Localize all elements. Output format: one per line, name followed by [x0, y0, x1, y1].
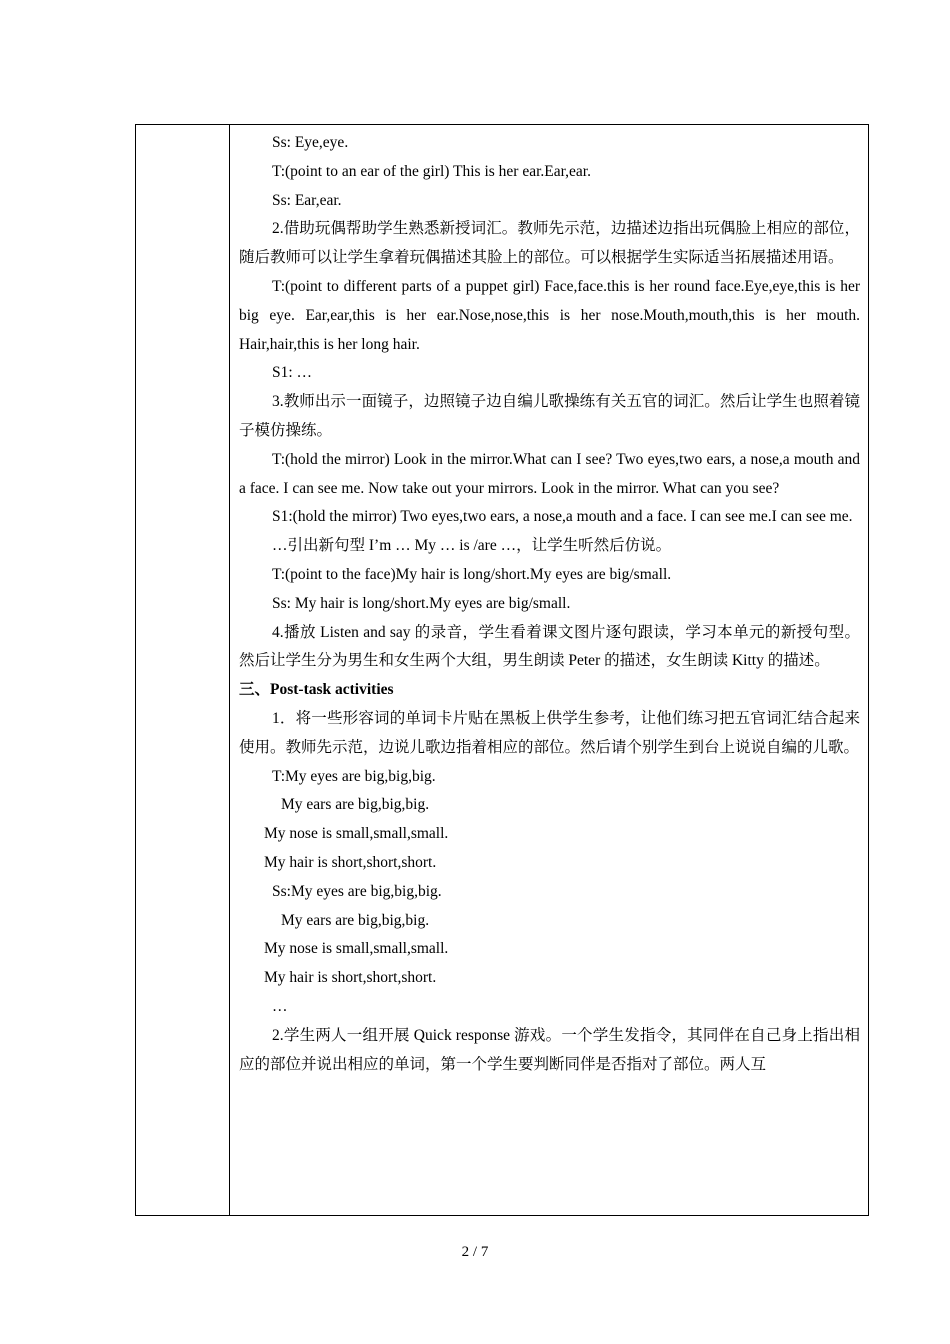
section-heading: 三、Post-task activities: [239, 681, 394, 699]
content-cell: [230, 125, 868, 1215]
dialogue-line: S1:(hold the mirror) Two eyes,two ears, a nose,a mouth and a face. I can see me.I can see me.: [272, 508, 853, 526]
instruction-paragraph: 2.借助玩偶帮助学生熟悉新授词汇。教师先示范，边描述边指出玩偶脸上相应的部位，随后教师可以让学生拿着玩偶描述其脸上的部位。可以根据学生实际适当拓展描述用语。: [239, 220, 860, 267]
dialogue-line: Ss: My hair is long/short.My eyes are big/small.: [272, 594, 571, 612]
chant-line: My ears are big,big,big.: [281, 911, 430, 929]
dialogue-line: Ss: Eye,eye.: [272, 134, 349, 151]
instruction-paragraph: …引出新句型 I’m … My … is /are …，让学生听然后仿说。: [272, 537, 672, 555]
left-column-cell: [136, 125, 230, 1215]
chant-line: My hair is short,short,short.: [264, 853, 437, 871]
instruction-paragraph: 2.学生两人一组开展 Quick response 游戏。一个学生发指令，其同伴在自己身上指出相应的部位并说出相应的单词，第一个学生要判断同伴是否指对了部位。两人互: [239, 1026, 860, 1073]
dialogue-line: T:(point to different parts of a puppet girl) Face,face.this is her round face.Eye,eye,this is her big eye. Ear,ear,this is her ear.Nose,nose,this is her nose.Mouth,mouth,this is her mouth. Hair,hair,this is her long hair.: [239, 277, 860, 353]
ellipsis-line: …: [272, 997, 288, 1015]
instruction-paragraph: 1．将一些形容词的单词卡片贴在黑板上供学生参考，让他们练习把五官词汇结合起来使用。教师先示范，边说儿歌边指着相应的部位。然后请个别学生到台上说说自编的儿歌。: [239, 709, 860, 756]
dialogue-line: T:(point to an ear of the girl) This is her ear.Ear,ear.: [272, 162, 591, 180]
dialogue-line: T:(point to the face)My hair is long/short.My eyes are big/small.: [272, 565, 672, 583]
dialogue-line: T:(hold the mirror) Look in the mirror.What can I see? Two eyes,two ears, a nose,a mouth and a face. I can see me. Now take out your mirrors. Look in the mirror. What can you see?: [239, 450, 860, 497]
instruction-paragraph: 3.教师出示一面镜子，边照镜子边自编儿歌操练有关五官的词汇。然后让学生也照着镜子模仿操练。: [239, 393, 860, 439]
dialogue-line: Ss: Ear,ear.: [272, 191, 342, 209]
instruction-paragraph: 4.播放 Listen and say 的录音，学生看着课文图片逐句跟读，学习本单元的新授句型。然后让学生分为男生和女生两个大组，男生朗读 Peter 的描述，女生朗读 Kitty 的描述。: [239, 623, 860, 670]
lesson-table: [135, 124, 869, 1216]
chant-line: My ears are big,big,big.: [281, 796, 430, 814]
chant-line: My nose is small,small,small.: [264, 940, 449, 958]
page-number: 2 / 7: [461, 1244, 489, 1260]
chant-line: T:My eyes are big,big,big.: [272, 767, 436, 785]
chant-line: Ss:My eyes are big,big,big.: [272, 882, 442, 900]
chant-line: My hair is short,short,short.: [264, 969, 437, 987]
chant-line: My nose is small,small,small.: [264, 825, 449, 843]
dialogue-line: S1: …: [272, 364, 313, 382]
